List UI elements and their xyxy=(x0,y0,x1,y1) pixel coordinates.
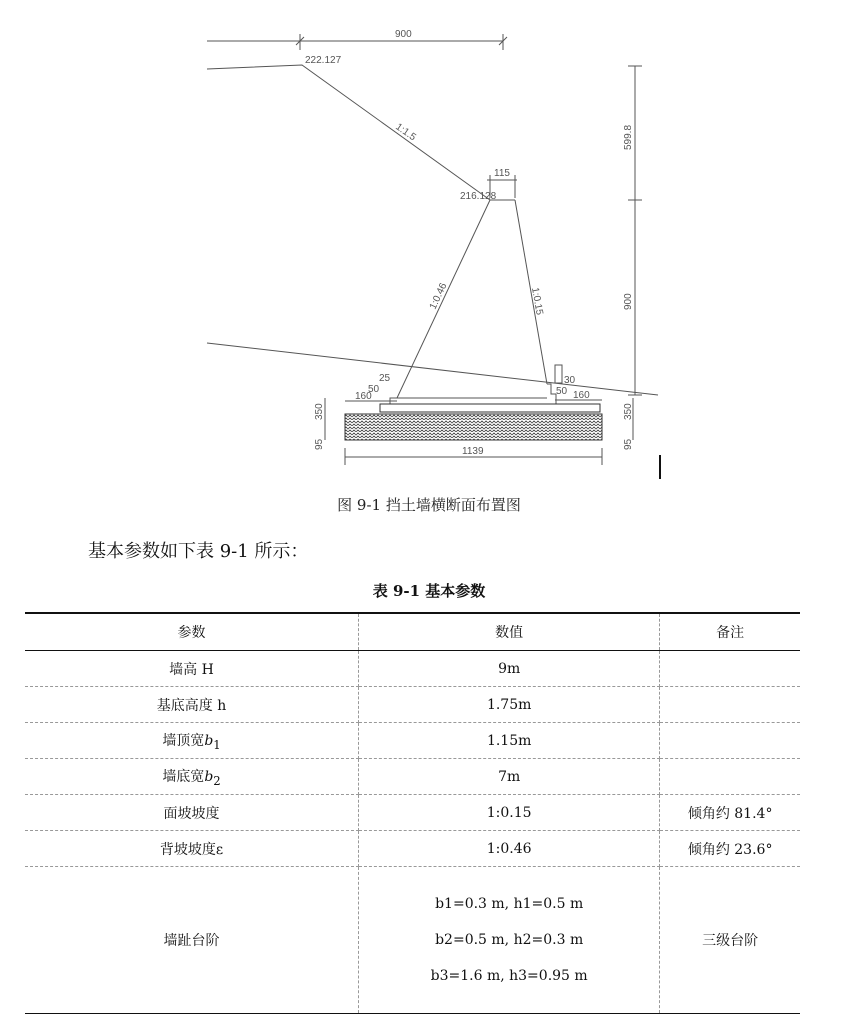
label-350-left: 350 xyxy=(314,403,325,420)
cell-value: 1.15m xyxy=(359,723,660,759)
param-text: 墙顶宽 xyxy=(162,732,205,749)
cell-value: 7m xyxy=(359,759,660,795)
label-slope-back: 1:0.46 xyxy=(427,281,450,312)
param-symbol: b xyxy=(204,732,214,749)
cell-param: 基底高度 h xyxy=(25,687,359,723)
cell-value-steps xyxy=(359,867,660,1014)
table-row xyxy=(25,723,800,759)
label-slope-top: 1:1.5 xyxy=(393,121,418,144)
cell-note xyxy=(660,723,800,759)
table-row xyxy=(25,651,800,687)
param-symbol: b xyxy=(204,768,214,785)
figure-caption: 图 9-1 挡土墙横断面布置图 xyxy=(337,496,521,514)
ground-slope-line xyxy=(207,65,490,200)
cell-value: 1.75m xyxy=(359,687,660,723)
table-row xyxy=(25,831,800,867)
label-900-top: 900 xyxy=(395,29,412,40)
label-slope-face: 1:0.15 xyxy=(529,286,545,316)
step-line: b2=0.5 m, h2=0.3 m xyxy=(435,932,584,948)
label-160-right: 160 xyxy=(573,390,590,401)
param-subscript: 1 xyxy=(213,737,221,752)
label-base-width: 1139 xyxy=(462,446,484,457)
retaining-wall-cross-section-figure xyxy=(0,0,858,490)
label-30: 30 xyxy=(564,375,576,386)
cell-value: 9m xyxy=(359,651,660,687)
ground-line xyxy=(207,343,658,395)
cell-note xyxy=(660,651,800,687)
label-elev-crest: 216.128 xyxy=(460,191,497,202)
wall-back-slope xyxy=(397,200,490,398)
header-note: 备注 xyxy=(660,613,800,651)
cell-value: 1:0.46 xyxy=(359,831,660,867)
intro-text: 基本参数如下表 9-1 所示： xyxy=(88,541,309,562)
table-header-row xyxy=(25,613,800,651)
label-crest-width: 115 xyxy=(494,168,510,179)
label-350-right: 350 xyxy=(623,403,634,420)
label-50-left: 50 xyxy=(368,384,380,395)
step-line: b1=0.3 m, h1=0.5 m xyxy=(435,896,584,912)
cell-note: 三级台阶 xyxy=(660,867,800,1014)
cell-param: 墙趾台阶 xyxy=(25,867,359,1014)
cell-value: 1:0.15 xyxy=(359,795,660,831)
cell-note xyxy=(660,759,800,795)
table-title: 表 9-1 基本参数 xyxy=(372,582,486,600)
label-dim-900-right: 900 xyxy=(623,293,634,310)
label-dim-599: 599.8 xyxy=(623,124,634,150)
label-elev-top: 222.127 xyxy=(305,55,342,66)
label-95-right: 95 xyxy=(623,438,634,450)
table-row-steps xyxy=(25,867,800,1014)
cell-param xyxy=(25,759,359,795)
table-row xyxy=(25,759,800,795)
cell-note xyxy=(660,687,800,723)
gravel-foundation xyxy=(345,414,602,440)
header-param: 参数 xyxy=(25,613,359,651)
label-160-left: 160 xyxy=(355,391,372,402)
param-text: 墙底宽 xyxy=(162,768,205,785)
cell-note: 倾角约 23.6° xyxy=(660,831,800,867)
param-subscript: 2 xyxy=(213,773,221,788)
table-row xyxy=(25,687,800,723)
cell-note: 倾角约 81.4° xyxy=(660,795,800,831)
step-line: b3=1.6 m, h3=0.95 m xyxy=(430,968,588,984)
parameters-table xyxy=(25,612,800,1014)
cell-param: 面坡坡度 xyxy=(25,795,359,831)
label-95-left: 95 xyxy=(314,438,325,450)
label-50-right: 50 xyxy=(556,386,568,397)
label-25: 25 xyxy=(379,373,391,384)
header-value: 数值 xyxy=(359,613,660,651)
cell-param: 背坡坡度ε xyxy=(25,831,359,867)
cell-param: 墙高 H xyxy=(25,651,359,687)
table-row xyxy=(25,795,800,831)
cell-param xyxy=(25,723,359,759)
